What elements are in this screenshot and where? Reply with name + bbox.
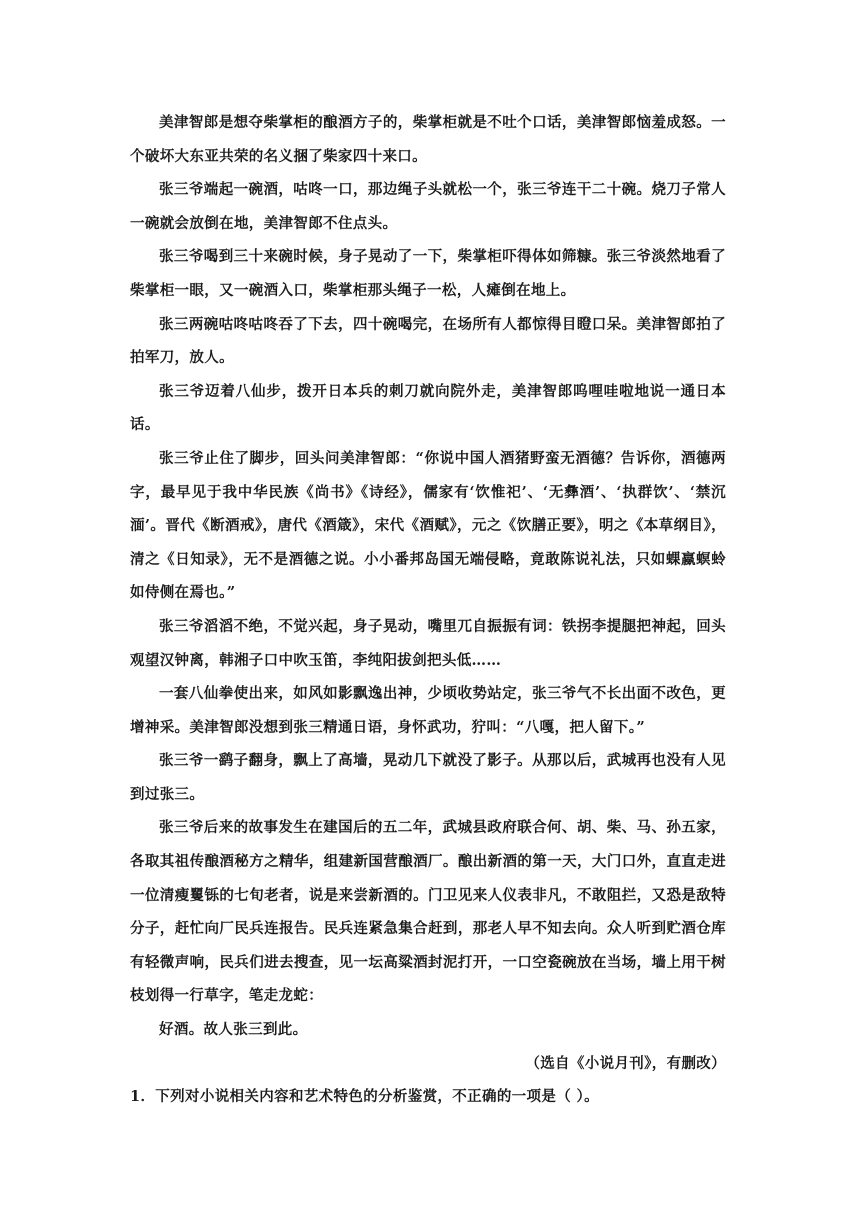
- paragraph: 张三爷止住了脚步，回头问美津智郎：“你说中国人酒猪野蛮无酒德？告诉你，酒德两字，最早见于我中华民族《尚书》《诗经》，儒家有‘饮惟祀’、‘无彝酒’、‘执群饮’、‘禁沉湎’。晋代《断酒戒》，唐代《酒箴》，宋代《酒赋》，元之《饮膳正要》，明之《本草纲目》，清之《日知录》，无不是酒德之说。小小番邦岛国无端侵略，竟敢陈说礼法，只如蜾蠃螟蛉如侍侧在焉也。”: [130, 449, 726, 602]
- paragraph: 张三爷迈着八仙步，拨开日本兵的刺刀就向院外走，美津智郎呜哩哇啦地说一通日本话。: [130, 382, 726, 434]
- paragraph: 张三爷滔滔不绝，不觉兴起，身子晃动，嘴里兀自振振有词：铁拐李提腿把神起，回头观望汉钟离，韩湘子口中吹玉笛，李纯阳拔剑把头低……: [130, 617, 726, 669]
- question-1: 1．下列对小说相关内容和艺术特色的分析鉴赏，不正确的一项是（ ）。: [130, 1088, 599, 1106]
- paragraph: 一套八仙拳使出来，如风如影飘逸出神，少顷收势站定，张三爷气不长出面不改色，更增神采。美津智郎没想到张三精通日语，身怀武功，狞叫：“八嘎，把人留下。”: [130, 685, 726, 736]
- paragraph: 张三爷一鹞子翻身，飘上了高墙，晃动几下就没了影子。从那以后，武城再也没有人见到过张三。: [130, 752, 726, 803]
- paragraph: 张三爷后来的故事发生在建国后的五二年，武城县政府联合何、胡、柴、马、孙五家，各取其祖传酿酒秘方之精华，组建新国营酿酒厂。酿出新酒的第一天，大门口外，直直走进一位清瘦矍铄的七旬老者，说是来尝新酒的。门卫见来人仪表非凡，不敢阻拦，又恐是敌特分子，赶忙向厂民兵连报告。民兵连紧急集合赶到，那老人早不知去向。众人听到贮酒仓库有轻微声响，民兵们进去搜查，见一坛高粱酒封泥打开，一口空瓷碗放在当场，墙上用干树枝划得一行草字，笔走龙蛇：: [130, 819, 726, 1005]
- article-body: [130, 106, 726, 1114]
- paragraph: 张三两碗咕咚咕咚吞了下去，四十碗喝完，在场所有人都惊得目瞪口呆。美津智郎拍了拍军刀，放人。: [130, 315, 726, 367]
- paragraph: 美津智郎是想夺柴掌柜的酿酒方子的，柴掌柜就是不吐个口话，美津智郎恼羞成怒。一个破坏大东亚共荣的名义捆了柴家四十来口。: [130, 114, 726, 165]
- paragraph: 张三爷喝到三十来碗时候，身子晃动了一下，柴掌柜吓得体如筛糠。张三爷淡然地看了柴掌柜一眼，又一碗酒入口，柴掌柜那头绳子一松，人瘫倒在地上。: [130, 248, 726, 299]
- paragraph: 张三爷端起一碗酒，咕咚一口，那边绳子头就松一个，张三爷连干二十碗。烧刀子常人一碗就会放倒在地，美津智郎不住点头。: [130, 181, 726, 232]
- paragraph: 好酒。故人张三到此。: [159, 1021, 308, 1039]
- source-citation: （选自《小说月刊》，有删改）: [525, 1054, 726, 1072]
